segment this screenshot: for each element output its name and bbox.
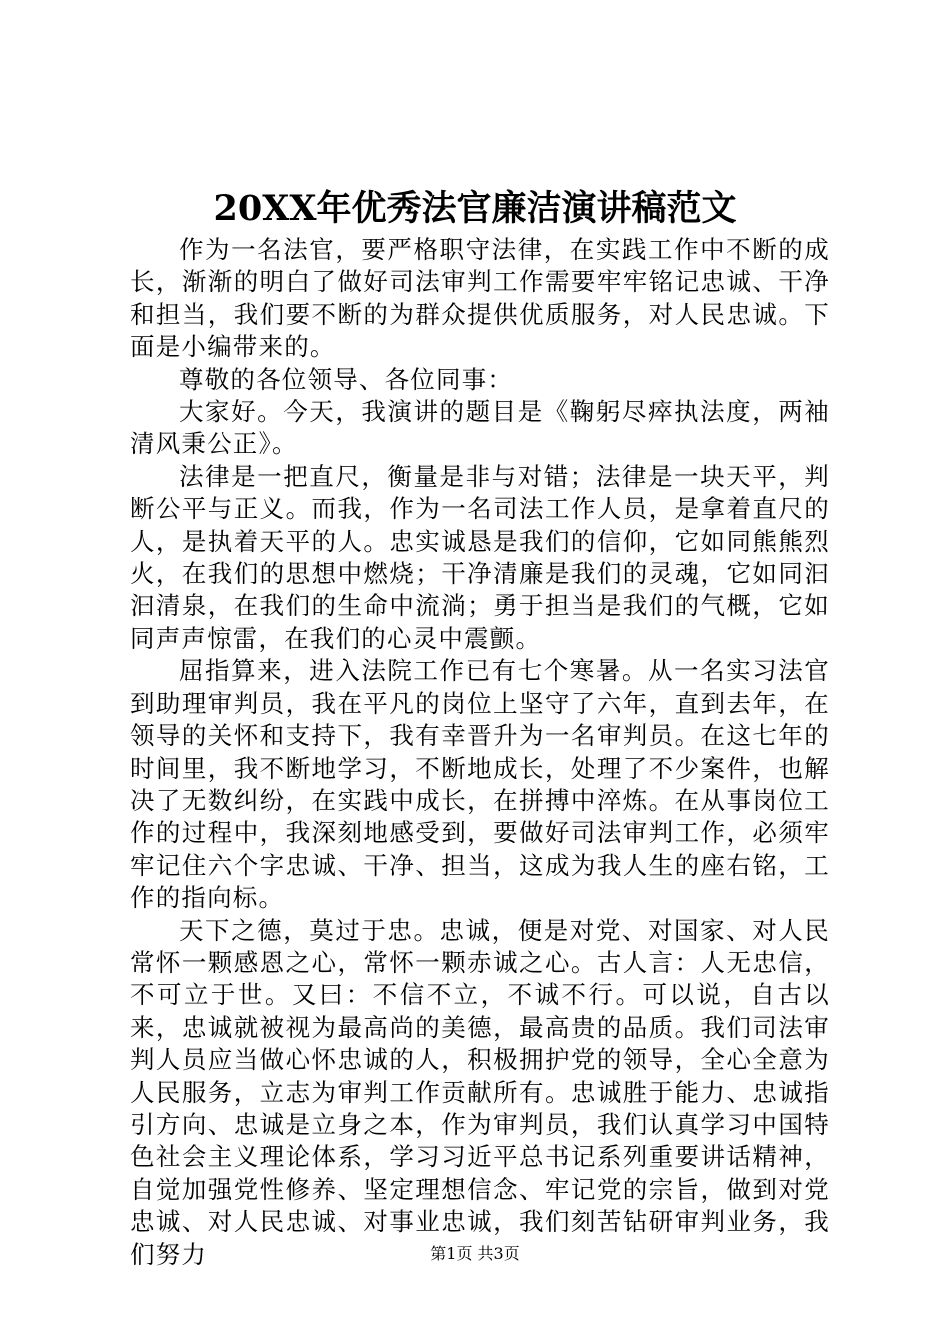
paragraph-greeting: 大家好。今天，我演讲的题目是《鞠躬尽瘁执法度，两袖清风秉公正》。 <box>130 397 830 459</box>
paragraph-salutation: 尊敬的各位领导、各位同事： <box>179 364 514 394</box>
paragraph-loyalty: 天下之德，莫过于忠。忠诚，便是对党、对国家、对人民常怀一颗感恩之心，常怀一颗赤诚之心。古人言：人无忠信，不可立于世。又曰：不信不立，不诚不行。可以说，自古以来，忠诚就被视为最高尚的美德，最高贵的品质。我们司法审判人员应当做心怀忠诚的人，积极拥护党的领导，全心全意为人民服务，立志为审判工作贡献所有。忠诚胜于能力、忠诚指引方向、忠诚是立身之本，作为审判员，我们认真学习中国特色社会主义理论体系，学习习近平总书记系列重要讲话精神，自觉加强党性修养、坚定理想信念、牢记党的宗旨，做到对党忠诚、对人民忠诚、对事业忠诚，我们刻苦钻研审判业务，我们努力 <box>130 915 830 1269</box>
paragraph-law-ruler: 法律是一把直尺，衡量是非与对错；法律是一块天平，判断公平与正义。而我，作为一名司法工作人员，是拿着直尺的人，是执着天平的人。忠实诚恳是我们的信仰，它如同熊熊烈火，在我们的思想中燃烧；干净清廉是我们的灵魂，它如同汩汩清泉，在我们的生命中流淌；勇于担当是我们的气概，它如同声声惊雷，在我们的心灵中震颤。 <box>130 461 830 653</box>
page-footer: 第1页 共3页 <box>430 1244 520 1263</box>
document-body <box>130 234 830 1271</box>
paragraph-intro: 作为一名法官，要严格职守法律，在实践工作中不断的成长，渐渐的明白了做好司法审判工作需要牢牢铭记忠诚、干净和担当，我们要不断的为群众提供优质服务，对人民忠诚。下面是小编带来的。 <box>130 235 830 362</box>
document-title: 20XX年优秀法官廉洁演讲稿范文 <box>213 188 737 229</box>
paragraph-seven-years: 屈指算来，进入法院工作已有七个寒暑。从一名实习法官到助理审判员，我在平凡的岗位上坚守了六年，直到去年，在领导的关怀和支持下，我有幸晋升为一名审判员。在这七年的时间里，我不断地学习，不断地成长，处理了不少案件，也解决了无数纠纷，在实践中成长，在拼搏中淬炼。在从事岗位工作的过程中，我深刻地感受到，要做好司法审判工作，必须牢牢记住六个字忠诚、干净、担当，这成为我人生的座右铭，工作的指向标。 <box>130 656 830 913</box>
